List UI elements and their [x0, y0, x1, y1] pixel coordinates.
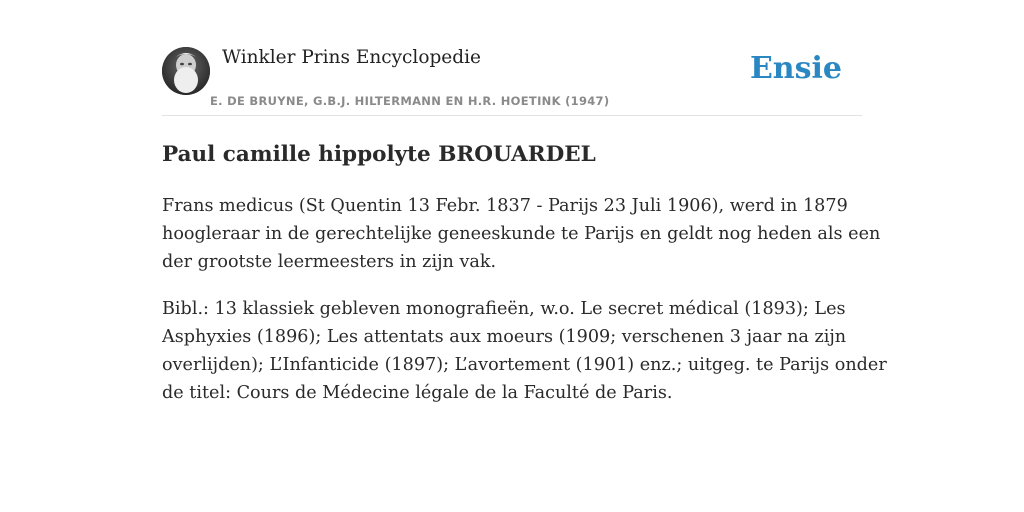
paragraph-line: overlijden); L’Infanticide (1897); L’avortement (1901) enz.; uitgeg. te Parijs onder [162, 355, 887, 375]
paragraph-line: hoogleraar in de gerechtelijke geneeskunde te Parijs en geldt nog heden als een [162, 224, 881, 244]
paragraph-line: Asphyxies (1896); Les attentats aux moeurs (1909; verschenen 3 jaar na zijn [162, 327, 847, 347]
brand-logo[interactable]: Ensie [749, 51, 842, 86]
article-paragraph [162, 192, 881, 276]
article-title: Paul camille hippolyte BROUARDEL [162, 142, 596, 167]
author-avatar [162, 47, 210, 95]
bibliography-paragraph [162, 295, 887, 407]
paragraph-line: der grootste leermeesters in zijn vak. [162, 252, 497, 272]
page-header [162, 40, 862, 116]
paragraph-line: Bibl.: 13 klassiek gebleven monografieën, w.o. Le secret médical (1893); Les [162, 299, 846, 319]
source-authors: E. DE BRUYNE, G.B.J. HILTERMANN EN H.R. HOETINK (1947) [210, 94, 610, 108]
portrait-icon [162, 47, 210, 95]
paragraph-line: Frans medicus (St Quentin 13 Febr. 1837 - Parijs 23 Juli 1906), werd in 1879 [162, 196, 848, 216]
source-title[interactable]: Winkler Prins Encyclopedie [222, 47, 481, 68]
paragraph-line: de titel: Cours de Médecine légale de la Faculté de Paris. [162, 383, 673, 403]
